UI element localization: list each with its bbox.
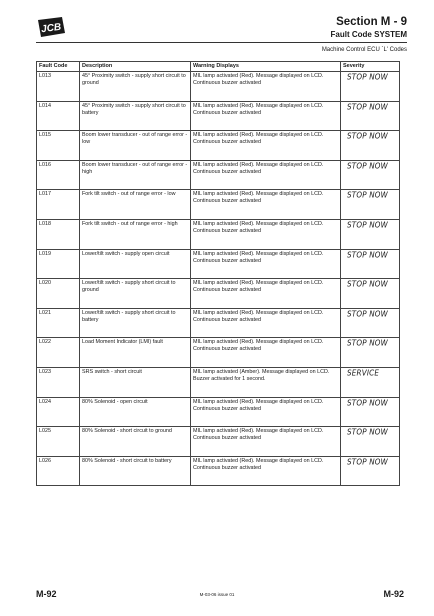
- severity-cell: [341, 219, 400, 249]
- ecu-label: Machine Control ECU `L' Codes: [321, 47, 407, 53]
- fault-code-cell: L020: [37, 279, 80, 309]
- description-cell: 45° Proximity switch - supply short circuit to ground: [80, 72, 191, 102]
- fault-code-cell: L021: [37, 308, 80, 338]
- severity-text: STOP NOW: [347, 337, 388, 349]
- severity-cell: [341, 101, 400, 131]
- fault-code-cell: L018: [37, 219, 80, 249]
- severity-text: STOP NOW: [347, 249, 388, 260]
- severity-cell: [341, 308, 400, 338]
- table-row: [37, 308, 400, 338]
- fault-code-cell: L023: [37, 367, 80, 397]
- warning-cell: MIL lamp activated (Red). Message displayed on LCD. Continuous buzzer activated: [191, 249, 341, 279]
- table-header-row: [37, 62, 400, 72]
- warning-cell: MIL lamp activated (Red). Message displayed on LCD. Continuous buzzer activated: [191, 308, 341, 338]
- warning-cell: MIL lamp activated (Red). Message displayed on LCD. Continuous buzzer activated: [191, 72, 341, 102]
- severity-cell: [341, 279, 400, 309]
- warning-cell: MIL lamp activated (Red). Message displayed on LCD. Continuous buzzer activated: [191, 160, 341, 190]
- warning-cell: MIL lamp activated (Red). Message displayed on LCD. Continuous buzzer activated: [191, 338, 341, 368]
- fault-code-cell: L014: [37, 101, 80, 131]
- table-row: [37, 397, 400, 427]
- column-header-description: Description: [80, 62, 191, 72]
- severity-text: STOP NOW: [347, 160, 388, 171]
- severity-cell: [341, 456, 400, 486]
- fault-code-cell: L025: [37, 427, 80, 457]
- description-cell: Boom lower transducer - out of range error - low: [80, 131, 191, 161]
- description-cell: Fork tilt switch - out of range error - high: [80, 219, 191, 249]
- fault-code-cell: L016: [37, 160, 80, 190]
- warning-cell: MIL lamp activated (Red). Message displayed on LCD. Continuous buzzer activated: [191, 427, 341, 457]
- table-row: [37, 160, 400, 190]
- severity-text: STOP NOW: [347, 130, 388, 141]
- warning-cell: MIL lamp activated (Red). Message displayed on LCD. Continuous buzzer activated: [191, 219, 341, 249]
- logo-text: JCB: [40, 21, 62, 36]
- description-cell: Load Moment Indicator (LMI) fault: [80, 338, 191, 368]
- severity-text: STOP NOW: [347, 456, 388, 467]
- page-number-left: M-92: [36, 589, 57, 599]
- warning-cell: MIL lamp activated (Red). Message displayed on LCD. Continuous buzzer activated: [191, 397, 341, 427]
- fault-code-cell: L013: [37, 72, 80, 102]
- severity-text: STOP NOW: [347, 189, 388, 201]
- description-cell: SRS switch - short circuit: [80, 367, 191, 397]
- section-title: Section M - 9: [336, 16, 407, 28]
- description-cell: Fork tilt switch - out of range error - low: [80, 190, 191, 220]
- description-cell: 80% Solenoid - short circuit to ground: [80, 427, 191, 457]
- column-header-severity: Severity: [341, 62, 400, 72]
- severity-text: STOP NOW: [347, 101, 388, 112]
- fault-code-cell: L015: [37, 131, 80, 161]
- description-cell: 80% Solenoid - open circuit: [80, 397, 191, 427]
- table-row: [37, 190, 400, 220]
- severity-cell: [341, 72, 400, 102]
- table-row: [37, 427, 400, 457]
- severity-text: STOP NOW: [347, 278, 388, 289]
- jcb-logo: [36, 16, 66, 38]
- description-cell: Lower/tilt switch - supply short circuit to battery: [80, 308, 191, 338]
- description-cell: Lower/tilt switch - supply open circuit: [80, 249, 191, 279]
- table-row: [37, 456, 400, 486]
- table-row: [37, 367, 400, 397]
- description-cell: 80% Solenoid - short circuit to battery: [80, 456, 191, 486]
- description-cell: 45° Proximity switch - supply short circuit to battery: [80, 101, 191, 131]
- warning-cell: MIL lamp activated (Red). Message displayed on LCD. Continuous buzzer activated: [191, 101, 341, 131]
- page-number-right: M-92: [383, 589, 404, 599]
- severity-cell: [341, 367, 400, 397]
- warning-cell: MIL lamp activated (Red). Message displayed on LCD. Continuous buzzer activated: [191, 131, 341, 161]
- severity-cell: [341, 249, 400, 279]
- fault-code-cell: L022: [37, 338, 80, 368]
- severity-text: STOP NOW: [347, 219, 388, 230]
- section-subtitle: Fault Code SYSTEM: [330, 30, 407, 39]
- warning-cell: MIL lamp activated (Red). Message displayed on LCD. Continuous buzzer activated: [191, 190, 341, 220]
- table-row: [37, 101, 400, 131]
- severity-text: STOP NOW: [347, 308, 388, 319]
- table-row: [37, 219, 400, 249]
- description-cell: Lower/tilt switch - supply short circuit to ground: [80, 279, 191, 309]
- warning-cell: MIL lamp activated (Red). Message displayed on LCD. Continuous buzzer activated: [191, 456, 341, 486]
- column-header-warning-displays: Warning Displays: [191, 62, 341, 72]
- severity-text: STOP NOW: [347, 426, 388, 437]
- severity-text: SERVICE: [347, 367, 380, 378]
- table-row: [37, 72, 400, 102]
- severity-cell: [341, 397, 400, 427]
- issue-label: M-03-06 issue 01: [199, 592, 235, 597]
- header-rule: [36, 42, 407, 43]
- severity-text: STOP NOW: [347, 71, 388, 82]
- description-cell: Boom lower transducer - out of range error - high: [80, 160, 191, 190]
- severity-cell: [341, 190, 400, 220]
- warning-cell: MIL lamp activated (Amber). Message displayed on LCD. Buzzer activated for 1 second.: [191, 367, 341, 397]
- table-row: [37, 338, 400, 368]
- table-row: [37, 249, 400, 279]
- table-row: [37, 279, 400, 309]
- fault-code-cell: L026: [37, 456, 80, 486]
- severity-cell: [341, 338, 400, 368]
- warning-cell: MIL lamp activated (Red). Message displayed on LCD. Continuous buzzer activated: [191, 279, 341, 309]
- severity-cell: [341, 160, 400, 190]
- severity-cell: [341, 427, 400, 457]
- severity-cell: [341, 131, 400, 161]
- column-header-fault-code: Fault Code: [37, 62, 80, 72]
- fault-code-cell: L017: [37, 190, 80, 220]
- fault-code-cell: L024: [37, 397, 80, 427]
- table-row: [37, 131, 400, 161]
- fault-code-table: [36, 61, 400, 486]
- severity-text: STOP NOW: [347, 397, 388, 408]
- fault-code-cell: L019: [37, 249, 80, 279]
